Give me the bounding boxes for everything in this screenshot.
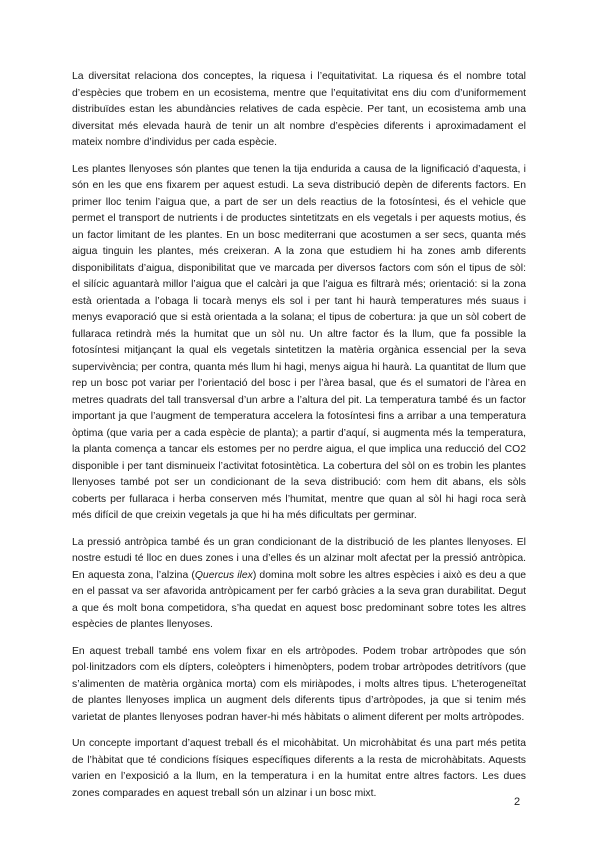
page-number: 2 bbox=[514, 796, 521, 808]
paragraph-text-end: ) domina molt sobre les altres espècies i això es deu a que en el passat va ser afavorida antròpicament per fer carbó gràcies a la seva gran durabilitat. Degut a que és molt bona competidora, s’ha quedat en aquest bosc predominant sobre totes les altres espècies de plantes llenyoses. bbox=[72, 569, 526, 630]
species-name: Quercus ilex bbox=[194, 569, 253, 581]
paragraph-text-start: La pressió antròpica també és un gran condicionant de la distribució de les plantes llenyoses. El nostre estudi té lloc en dues zones i una d’elles és un alzinar molt afectat per la pressió antròpica. En aquesta zona, l’alzina ( bbox=[72, 536, 526, 581]
paragraph-woody-plants: Les plantes llenyoses són plantes que tenen la tija endurida a causa de la lignificació d’aquesta, i són en les que ens fixarem per aquest estudi. La seva distribució depèn de diferents factors. En primer lloc tenim l’aigua que, a part de ser un dels reactius de la fotosíntesi, és el vehicle que permet el transport de nutrients i de productes sintetitzats en els vegetals i per aquests motius, és un factor limitant de les plantes. En un bosc mediterrani que acostumen a ser secs, quanta més aigua tinguin les plantes, més creixeran. A la zona que estudiem hi ha zones amb diferents disponibilitats d’aigua, disponibilitat que ve marcada per diversos factors com són el tipus de sòl: el silícic aguantarà millor l’aigua que el calcàri ja que l’aigua es filtrarà més; orientació: si la zona està orientada a l’obaga li tocarà menys els sol i per tant hi haurà temperatures més suaus i menys evaporació que si està orientada a la solana; el tipus de cobertura: ja que un sòl cobert de fullaraca retindrà més la humitat que un sòl nu. Un altre factor és la llum, que fa possible la fotosíntesi mitjançant la qual els vegetals sintetitzen la matèria orgànica essencial per la seva supervivència; per contra, quanta més llum hi hagi, menys aigua hi haurà. La quantitat de llum que rep un bosc pot variar per l’orientació del bosc i per l’àrea basal, que és el sumatori de l’àrea en metres quadrats del tall transversal d’un arbre a l’altura del pit. La temperatura també és un factor important ja que l’augment de temperatura accelera la fotosíntesi fins a arribar a una temperatura òptima (que varia per a cada espècie de planta); a partir d’aquí, si augmenta més la temperatura, la planta comença a tancar els estomes per no perdre aigua, el que implica una reducció del CO2 disponible i per tant disminueix l’activitat fotosintètica. La cobertura del sòl on es trobin les plantes llenyoses també pot ser un condicionant de la seva distribució: com hem dit abans, els sòls coberts per fullaraca i herba conserven més l’humitat, mentre que quan al sòl hi hagi roca serà més difícil de que creixin vegetals ja que hi ha més dificultats per germinar. bbox=[72, 163, 526, 521]
paragraph-microhabitat: Un concepte important d’aquest treball és el micohàbitat. Un microhàbitat és una part més petita de l’hàbitat que té condicions físiques específiques diferents a la resta de microhàbitats. Aquests varien en l’exposició a la llum, en la temperatura i en la humitat entre altres factors. Les dues zones comparades en aquest treball són un alzinar i un bosc mixt. bbox=[72, 738, 526, 799]
paragraph-arthropods: En aquest treball també ens volem fixar en els artròpodes. Podem trobar artròpodes que són pol·linitzadors com els dípters, coleòpters i himenòpters, podem trobar artròpodes detritívors (que s’alimenten de matèria orgànica morta) com els miriàpodes, i molts altres tipus. L’heterogeneïtat de plantes llenyoses implica un augment dels diferents tipus d’artròpodes, ja que si tenim més varietat de plantes llenyoses podran haver-hi més hàbitats o aliment diferent per molts artròpodes. bbox=[72, 645, 526, 723]
body-text bbox=[72, 69, 526, 812]
paragraph-diversity: La diversitat relaciona dos conceptes, la riquesa i l’equitativitat. La riquesa és el nombre total d’espècies que trobem en un ecosistema, mentre que l’equitativitat ens diu com d’uniformement distribuïdes estan les abundàncies relatives de cada espècie. Per tant, un ecosistema amb una diversitat més elevada haurà de tenir un alt nombre d’espècies diferents i aproximadament el mateix nombre d’individus per cada espècie. bbox=[72, 71, 526, 148]
paragraph-anthropic-pressure bbox=[72, 535, 526, 634]
